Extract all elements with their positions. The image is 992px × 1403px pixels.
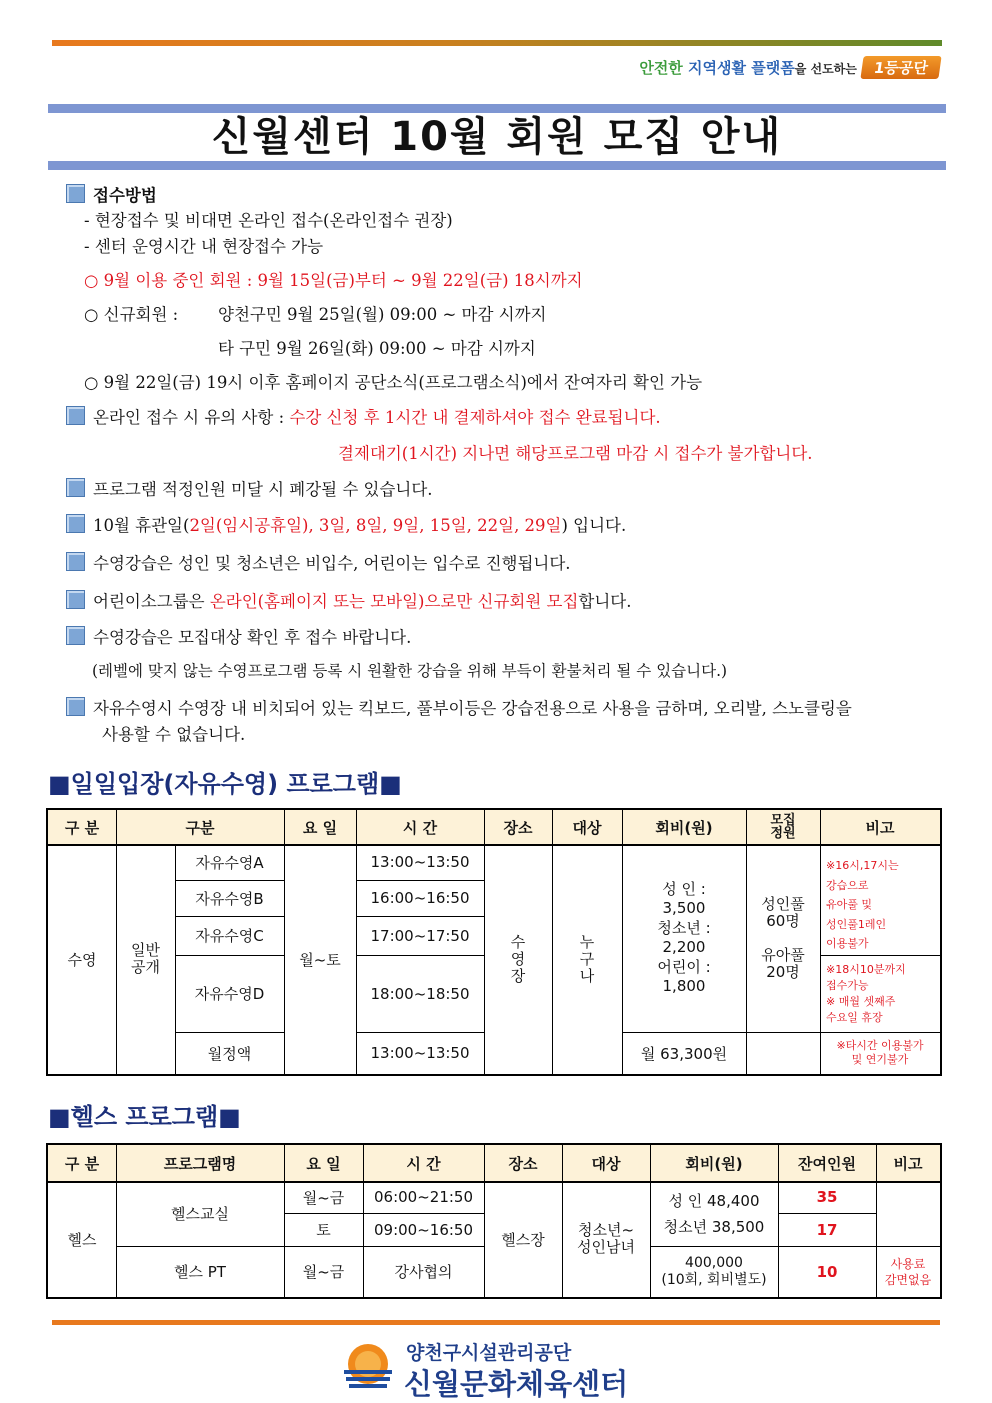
daily-section-title: ■일일입장(자유수영) 프로그램■	[48, 770, 402, 798]
health-col-program: 프로그램명	[163, 1154, 237, 1173]
footer-org: 양천구시설관리공단	[406, 1342, 572, 1364]
refund-note: (레벨에 맞지 않는 수영프로그램 등록 시 원활한 강습을 위해 부득이 환불처리 될 수 있습니다.)	[92, 662, 728, 680]
col-header-fee: 회비(원)	[655, 818, 713, 837]
col-header-category: 구 분	[64, 818, 100, 837]
online-caution-2: 결제대기(1시간) 지나면 해당프로그램 마감 시 접수가 불가합니다.	[338, 444, 813, 463]
health-col-category: 구 분	[64, 1154, 100, 1173]
health-pt-time: 강사협의	[394, 1263, 453, 1281]
health-remaining-pt: 10	[816, 1262, 838, 1281]
title-band-bottom	[48, 161, 946, 170]
fee-monthly: 월 63,300원	[640, 1044, 728, 1063]
health-col-remaining: 잔여인원	[798, 1154, 856, 1173]
col-header-days: 요 일	[302, 818, 338, 837]
health-remaining-class-weekday: 35	[816, 1188, 838, 1206]
health-col-place: 장소	[508, 1154, 538, 1173]
new-members-label: ○ 신규회원 :	[84, 305, 179, 324]
health-col-note: 비고	[893, 1154, 923, 1173]
footer-center: 신월문화체육센터	[404, 1367, 629, 1401]
program-name-monthly: 월정액	[207, 1044, 252, 1063]
col-header-program: 구분	[185, 818, 215, 837]
health-pt-name: 헬스 PT	[174, 1263, 226, 1281]
swim-target-check: 수영강습은 모집대상 확인 후 접수 바랍니다.	[66, 624, 956, 648]
square-bullet-icon	[66, 478, 85, 497]
square-bullet-icon	[66, 590, 85, 609]
days-mon-sat: 월~토	[299, 950, 341, 969]
notice-block	[66, 178, 956, 758]
closed-days: 10월 휴관일(2일(임시공휴일), 3일, 8일, 9일, 15일, 22일, 29일) 입니다.	[66, 512, 956, 536]
health-col-time: 시 간	[406, 1154, 441, 1173]
time-monthly: 13:00~13:50	[370, 1044, 470, 1062]
health-class-days-weekday: 월~금	[302, 1188, 345, 1207]
time-c: 17:00~17:50	[370, 926, 470, 945]
slogan-part-c: 을 선도하는	[794, 62, 857, 76]
reception-heading: 접수방법	[66, 182, 956, 206]
health-class-time-weekday: 06:00~21:50	[373, 1188, 474, 1206]
note-lesson-hours: ※16시,17시는 강습으로 유아풀 및 성인풀1레인 이용불가	[826, 859, 899, 950]
slogan-badge: 1등공단	[860, 56, 941, 79]
min-enrollment: 프로그램 적정인원 미달 시 폐강될 수 있습니다.	[66, 476, 956, 500]
current-members-period: ○ 9월 이용 중인 회원 : 9월 15일(금)부터 ~ 9월 22일(금) 18시까지	[84, 271, 583, 290]
reception-line-2: - 센터 운영시간 내 현장접수 가능	[84, 237, 324, 256]
swim-lesson-method: 수영강습은 성인 및 청소년은 비입수, 어린이는 입수로 진행됩니다.	[66, 550, 956, 574]
col-header-place: 장소	[503, 818, 533, 837]
square-bullet-icon	[66, 514, 85, 533]
health-target: 청소년~ 성인남녀	[577, 1221, 635, 1256]
square-bullet-icon	[66, 626, 85, 645]
health-pt-days: 월~금	[302, 1263, 345, 1281]
program-name-b: 자유수영B	[195, 889, 264, 908]
page-title: 신월센터 10월 회원 모집 안내	[211, 114, 783, 160]
note-reception-deadline: ※18시10분까지 접수가능 ※ 매월 셋째주 수요일 휴장	[826, 963, 906, 1024]
slogan-part-b: 지역생활 플랫폼	[688, 59, 795, 77]
kids-group: 어린이소그룹은 온라인(홈페이지 또는 모바일)으로만 신규회원 모집합니다.	[66, 588, 956, 612]
health-class-days-sat: 토	[316, 1221, 331, 1239]
slogan-part-a: 안전한	[639, 59, 683, 77]
health-col-days: 요 일	[306, 1154, 341, 1173]
free-swim-rule-2: 사용할 수 없습니다.	[102, 725, 246, 744]
sunrise-logo-icon	[340, 1340, 396, 1396]
time-a: 13:00~13:50	[370, 853, 470, 871]
health-class-name: 헬스교실	[171, 1205, 229, 1223]
health-category: 헬스	[67, 1230, 97, 1249]
square-bullet-icon	[66, 184, 85, 203]
health-class-time-sat: 09:00~16:50	[373, 1220, 474, 1239]
top-accent-bar	[52, 40, 942, 46]
program-name-c: 자유수영C	[195, 927, 264, 945]
footer-logo	[340, 1338, 670, 1401]
time-d: 18:00~18:50	[370, 984, 470, 1003]
reception-line-1: - 현장접수 및 비대면 온라인 접수(온라인접수 권장)	[84, 211, 453, 230]
slogan	[500, 56, 940, 80]
category-swim: 수영	[67, 950, 97, 969]
health-pt-note: 사용료 감면없음	[884, 1256, 932, 1287]
health-col-fee: 회비(원)	[685, 1154, 743, 1173]
daily-table	[46, 808, 942, 1076]
health-col-target: 대상	[591, 1154, 621, 1173]
capacity: 성인풀 60명 유아풀 20명	[761, 894, 805, 981]
square-bullet-icon	[66, 406, 85, 425]
note-monthly: ※타시간 이용불가 및 연기불가	[836, 1039, 924, 1066]
new-members-nonresident: 타 구민 9월 26일(화) 09:00 ~ 마감 시까지	[218, 339, 536, 358]
health-section-title: ■헬스 프로그램■	[48, 1103, 241, 1131]
new-members-resident: 양천구민 9월 25일(월) 09:00 ~ 마감 시까지	[218, 305, 547, 324]
place-pool: 수 영 장	[510, 932, 526, 985]
program-name-a: 자유수영A	[195, 853, 264, 872]
col-header-note: 비고	[865, 818, 895, 837]
vacancy-check: ○ 9월 22일(금) 19시 이후 홈페이지 공단소식(프로그램소식)에서 잔여자리 확인 가능	[84, 373, 703, 392]
col-header-target: 대상	[572, 818, 602, 837]
fee-daily: 성 인 : 3,500 청소년 : 2,200 어린이 : 1,800	[657, 879, 711, 995]
col-header-capacity: 모집 정원	[770, 813, 796, 841]
health-class-fee: 성 인 48,400 청소년 38,500	[663, 1191, 765, 1236]
health-remaining-class-sat: 17	[816, 1220, 838, 1239]
col-header-time: 시 간	[402, 818, 438, 837]
square-bullet-icon	[66, 697, 85, 716]
health-pt-fee: 400,000 (10회, 회비별도)	[661, 1254, 767, 1288]
free-swim-rule: 자유수영시 수영장 내 비치되어 있는 킥보드, 풀부이등은 강습전용으로 사용을 금하며, 오리발, 스노클링을	[66, 695, 956, 719]
health-place: 헬스장	[501, 1230, 545, 1249]
subcategory-public: 일반 공개	[131, 941, 160, 976]
target-anyone: 누 구 나	[579, 932, 595, 985]
time-b: 16:00~16:50	[370, 889, 470, 907]
square-bullet-icon	[66, 552, 85, 571]
health-table	[46, 1143, 942, 1299]
online-caution: 온라인 접수 시 유의 사항 : 수강 신청 후 1시간 내 결제하셔야 접수 완료됩니다.	[66, 404, 956, 428]
program-name-d: 자유수영D	[194, 985, 265, 1003]
title-band-top	[48, 104, 946, 113]
bottom-accent-bar	[52, 1320, 940, 1325]
